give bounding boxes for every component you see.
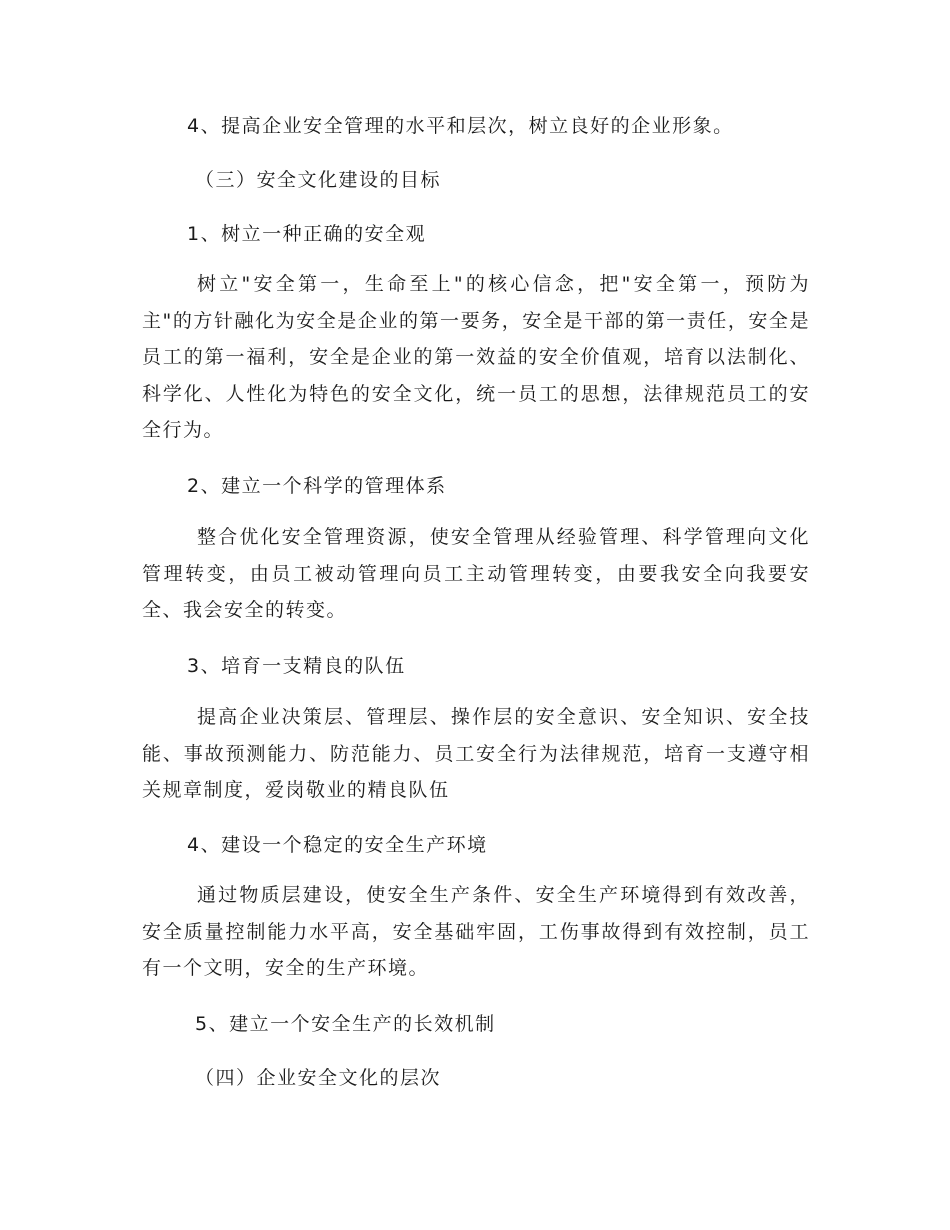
goal-2-paragraph: 整合优化安全管理资源，使安全管理从经验管理、科学管理向文化管理转变，由员工被动管理向员工主动管理转变，由要我安全向我要安全、我会安全的转变。: [142, 526, 810, 621]
goal-2-heading: 2、建立一个科学的管理体系: [187, 475, 447, 497]
list-item-4-improve-management: 4、提高企业安全管理的水平和层次，树立良好的企业形象。: [187, 115, 734, 137]
goal-5-heading: 5、建立一个安全生产的长效机制: [195, 1013, 496, 1035]
goal-3-heading: 3、培育一支精良的队伍: [187, 655, 406, 677]
goal-1-heading: 1、树立一种正确的安全观: [187, 223, 427, 245]
section-heading-3-goals: （三）安全文化建设的目标: [195, 169, 442, 191]
section-heading-4-levels: （四）企业安全文化的层次: [195, 1067, 442, 1089]
goal-4-heading: 4、建设一个稳定的安全生产环境: [187, 834, 488, 856]
goal-1-paragraph: 树立"安全第一，生命至上"的核心信念，把"安全第一，预防为主"的方针融化为安全是企业的第一要务，安全是干部的第一责任，安全是员工的第一福利，安全是企业的第一效益的安全价值观，培育以法制化、科学化、人性化为特色的安全文化，统一员工的思想，法律规范员工的安全行为。: [142, 273, 810, 441]
goal-4-paragraph: 通过物质层建设，使安全生产条件、安全生产环境得到有效改善，安全质量控制能力水平高，安全基础牢固，工伤事故得到有效控制，员工有一个文明，安全的生产环境。: [142, 884, 810, 979]
goal-3-paragraph: 提高企业决策层、管理层、操作层的安全意识、安全知识、安全技能、事故预测能力、防范能力、员工安全行为法律规范，培育一支遵守相关规章制度，爱岗敬业的精良队伍: [142, 706, 810, 801]
